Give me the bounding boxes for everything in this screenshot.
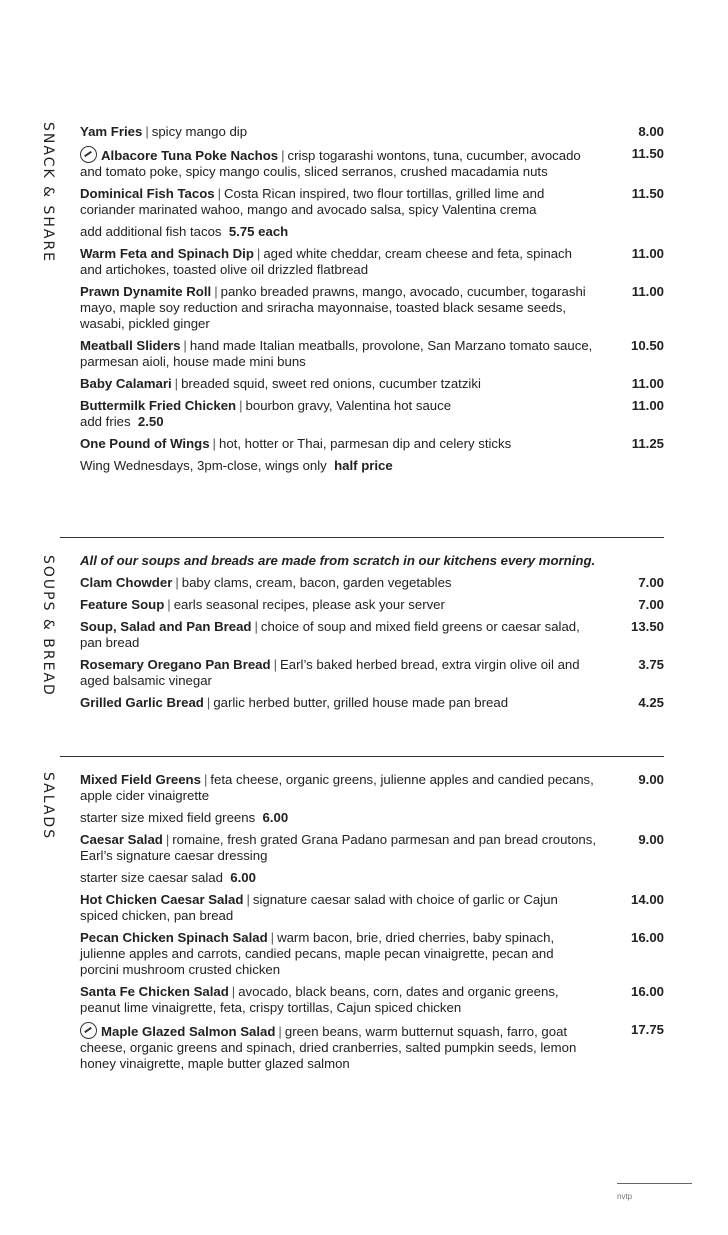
menu-note [80,810,666,826]
section-title: SOUPS & BREAD [40,555,56,697]
menu-item: Grilled Garlic Bread | garlic herbed butter, grilled house made pan bread 4.25 [80,695,664,710]
item-desc: earls seasonal recipes, please ask your server [173,597,445,612]
menu-item: Dominical Fish Tacos | Costa Rican inspired, two flour tortillas, grilled lime and coriander marinated wahoo, mango and avocado salsa, spicy Valentina crema 11.50 [80,186,664,217]
item-name: Maple Glazed Salmon Salad [101,1024,276,1039]
note-price: 6.00 [262,810,289,825]
item-desc: avocado, black beans, corn, dates and organic greens, peanut lime vinaigrette, feta, crispy tortillas, Cajun spiced chicken [80,984,559,1015]
item-price: 8.00 [638,124,664,139]
item-price: 4.25 [638,695,664,710]
menu-note [80,458,666,474]
menu-item: Clam Chowder | baby clams, cream, bacon, garden vegetables 7.00 [80,575,664,590]
item-name: Warm Feta and Spinach Dip [80,246,254,261]
note-text: Wing Wednesdays, 3pm-close, wings only [80,458,327,473]
item-desc: hand made Italian meatballs, provolone, San Marzano tomato sauce, parmesan aioli, house made mini buns [80,338,593,369]
item-name: Dominical Fish Tacos [80,186,215,201]
item-name: Rosemary Oregano Pan Bread [80,657,271,672]
item-name: One Pound of Wings [80,436,210,451]
menu-item: Hot Chicken Caesar Salad | signature caesar salad with choice of garlic or Cajun spiced chicken, pan bread 14.00 [80,892,664,923]
item-desc: signature caesar salad with choice of garlic or Cajun spiced chicken, pan bread [80,892,558,923]
menu-item: Rosemary Oregano Pan Bread | Earl’s baked herbed bread, extra virgin olive oil and aged balsamic vinegar 3.75 [80,657,664,688]
item-desc: bourbon gravy, Valentina hot sauce [245,398,452,413]
menu-item: Prawn Dynamite Roll | panko breaded prawns, mango, avocado, cucumber, togarashi mayo, maple soy reduction and sriracha mayonnaise, toasted black sesame seeds, wasabi, pickled ginger 11.00 [80,284,664,331]
note-price: 6.00 [230,870,256,885]
note-text: starter size caesar salad [80,870,223,885]
item-price: 11.50 [631,186,664,201]
item-price: 16.00 [630,930,664,945]
item-name: Clam Chowder [80,575,173,590]
item-name: Feature Soup [80,597,165,612]
note-price: 5.75 each [228,224,289,239]
note-price: half price [334,458,393,473]
note-text: starter size mixed field greens [80,810,256,825]
menu-item: Baby Calamari | breaded squid, sweet red onions, cucumber tzatziki 11.00 [80,376,664,391]
menu-item: Soup, Salad and Pan Bread | choice of soup and mixed field greens or caesar salad, pan bread 13.50 [80,619,664,650]
menu-item: Warm Feta and Spinach Dip | aged white cheddar, cream cheese and feta, spinach and artichokes, toasted olive oil drizzled flatbread 11.00 [80,246,664,277]
section-title: SALADS [40,772,56,841]
menu-item: Mixed Field Greens | feta cheese, organic greens, julienne apples and candied pecans, apple cider vinaigrette 9.00 [80,772,664,803]
item-name: Pecan Chicken Spinach Salad [80,930,268,945]
item-extra: add fries [80,414,131,429]
sustainable-seafood-icon [80,1022,97,1039]
item-price: 9.00 [638,772,664,787]
menu-item: Caesar Salad | romaine, fresh grated Grana Padano parmesan and pan bread croutons, Earl’s signature caesar dressing 9.00 [80,832,664,863]
item-price: 11.00 [631,284,664,299]
item-desc: garlic herbed butter, grilled house made pan bread [213,695,509,710]
item-desc: romaine, fresh grated Grana Padano parmesan and pan bread croutons, Earl’s signature caesar dressing [80,832,597,863]
item-price: 16.00 [630,984,664,999]
item-price: 11.25 [631,436,664,451]
item-name: Hot Chicken Caesar Salad [80,892,244,907]
item-desc: choice of soup and mixed field greens or caesar salad, pan bread [80,619,580,650]
item-name: Grilled Garlic Bread [80,695,204,710]
item-name: Caesar Salad [80,832,163,847]
item-price: 11.00 [631,376,664,391]
sustainable-seafood-icon [80,146,97,163]
item-list [80,772,666,1078]
menu-item: Santa Fe Chicken Salad | avocado, black beans, corn, dates and organic greens, peanut lime vinaigrette, feta, crispy tortillas, Cajun spiced chicken 16.00 [80,984,664,1015]
section-title: SNACK & SHARE [40,122,56,264]
item-price: 3.75 [638,657,664,672]
item-name: Yam Fries [80,124,143,139]
section-divider [60,756,664,757]
item-price: 7.00 [638,597,664,612]
item-desc: aged white cheddar, cream cheese and feta, spinach and artichokes, toasted olive oil drizzled flatbread [80,246,572,277]
item-price: 11.50 [631,146,664,161]
item-name: Baby Calamari [80,376,172,391]
footer-code: nvtp [617,1192,633,1201]
item-name: Meatball Sliders [80,338,181,353]
item-name: Mixed Field Greens [80,772,201,787]
menu-note [80,224,666,240]
menu-item: Buttermilk Fried Chicken | bourbon gravy, Valentina hot sauce 11.00 add fries 2.50 [80,398,664,429]
menu-item: Feature Soup | earls seasonal recipes, please ask your server 7.00 [80,597,664,612]
menu-item: Yam Fries | spicy mango dip 8.00 [80,124,664,139]
menu-note [80,870,666,886]
item-name: Prawn Dynamite Roll [80,284,212,299]
item-name: Santa Fe Chicken Salad [80,984,229,999]
item-extra-price: 2.50 [137,414,164,429]
item-price: 17.75 [630,1022,664,1037]
item-desc: hot, hotter or Thai, parmesan dip and celery sticks [218,436,512,451]
item-desc: panko breaded prawns, mango, avocado, cucumber, togarashi mayo, maple soy reduction and sriracha mayonnaise, toasted black sesame seeds, wasabi, pickled ginger [80,284,586,331]
item-price: 14.00 [630,892,664,907]
item-desc: baby clams, cream, bacon, garden vegetables [181,575,452,590]
item-desc: spicy mango dip [151,124,248,139]
menu-item: Albacore Tuna Poke Nachos | crisp togarashi wontons, tuna, cucumber, avocado and tomato poke, spicy mango coulis, sliced serranos, crushed macadamia nuts 11.50 [80,146,664,179]
item-desc: crisp togarashi wontons, tuna, cucumber, avocado and tomato poke, spicy mango coulis, sliced serranos, crushed macadamia nuts [80,148,581,179]
item-list [80,553,666,717]
section-intro: All of our soups and breads are made from scratch in our kitchens every morning. [80,553,596,568]
menu-item: Maple Glazed Salmon Salad | green beans, warm butternut squash, farro, goat cheese, organic greens and spinach, dried cranberries, salted pumpkin seeds, lemon honey vinaigrette, maple butter glazed salmon 17.75 [80,1022,664,1071]
note-text: add additional fish tacos [80,224,222,239]
item-desc: Costa Rican inspired, two flour tortillas, grilled lime and coriander marinated wahoo, mango and avocado salsa, spicy Valentina crema [80,186,545,217]
item-price: 11.00 [631,398,664,413]
item-price: 10.50 [630,338,664,353]
item-desc: breaded squid, sweet red onions, cucumber tzatziki [181,376,481,391]
item-price: 7.00 [638,575,664,590]
item-price: 9.00 [638,832,664,847]
item-desc: green beans, warm butternut squash, farro, goat cheese, organic greens and spinach, dried cranberries, salted pumpkin seeds, lemon honey vinaigrette, maple butter glazed salmon [80,1024,577,1071]
item-desc: feta cheese, organic greens, julienne apples and candied pecans, apple cider vinaigrette [80,772,594,803]
item-name: Albacore Tuna Poke Nachos [101,148,279,163]
item-price: 13.50 [630,619,664,634]
item-name: Buttermilk Fried Chicken [80,398,237,413]
item-price: 11.00 [631,246,664,261]
menu-item: One Pound of Wings | hot, hotter or Thai, parmesan dip and celery sticks 11.25 [80,436,664,451]
item-list [80,124,666,480]
section-divider [60,537,664,538]
menu-item: Pecan Chicken Spinach Salad | warm bacon, brie, dried cherries, baby spinach, julienne apples and carrots, candied pecans, maple pecan vinaigrette, pecan and porcini mushroom crusted chicken 16.00 [80,930,664,977]
item-name: Soup, Salad and Pan Bread [80,619,252,634]
item-desc: warm bacon, brie, dried cherries, baby spinach, julienne apples and carrots, candied pecans, maple pecan vinaigrette, pecan and porcini mushroom crusted chicken [80,930,555,977]
menu-item: Meatball Sliders | hand made Italian meatballs, provolone, San Marzano tomato sauce, parmesan aioli, house made mini buns 10.50 [80,338,664,369]
item-desc: Earl’s baked herbed bread, extra virgin olive oil and aged balsamic vinegar [80,657,580,688]
footer-divider [617,1183,692,1184]
